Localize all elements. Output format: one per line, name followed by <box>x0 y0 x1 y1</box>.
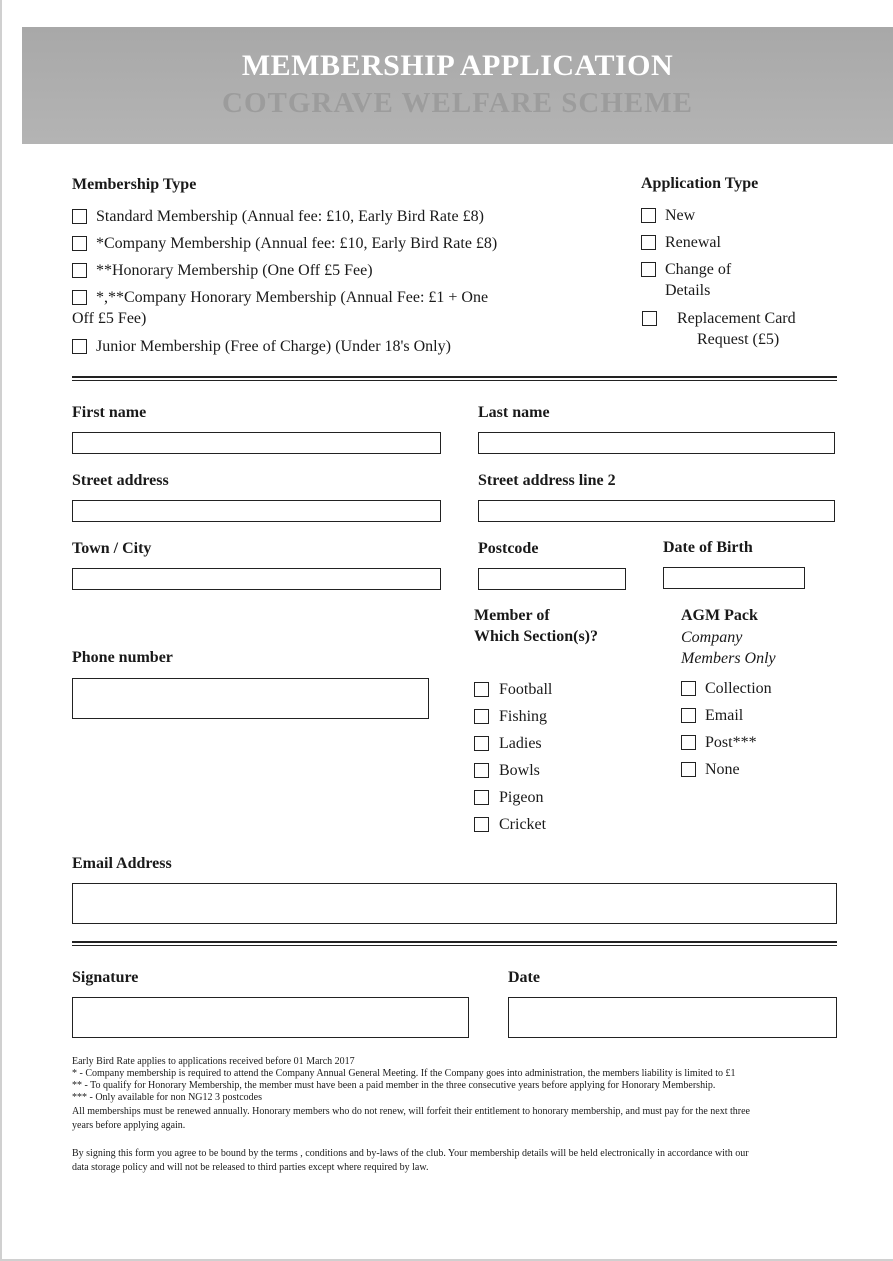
agm-none-label: None <box>705 761 740 778</box>
postcode-label: Postcode <box>478 540 539 557</box>
section-cricket-checkbox[interactable] <box>474 817 489 832</box>
footnote-terms: By signing this form you agree to be bound by the terms , conditions and by-laws of the club. Your membership details will be held electronically in accordance with our <box>72 1148 749 1159</box>
first-name-field[interactable] <box>72 432 441 454</box>
application-renewal-checkbox[interactable] <box>641 235 656 250</box>
application-new-checkbox[interactable] <box>641 208 656 223</box>
footnote-post: *** - Only available for non NG12 3 postcodes <box>72 1092 262 1103</box>
phone-field[interactable] <box>72 678 429 719</box>
section-fishing-label: Fishing <box>499 708 548 725</box>
agm-collection-label: Collection <box>705 680 772 697</box>
membership-company-honorary-label: *,**Company Honorary Membership (Annual Fee: £1 + One <box>96 289 489 306</box>
agm-post-label: Post*** <box>705 734 757 751</box>
application-change-checkbox[interactable] <box>641 262 656 277</box>
application-renewal-label: Renewal <box>665 234 721 251</box>
application-change-label-cont: Details <box>665 282 711 299</box>
application-replacement-label: Replacement Card <box>677 310 796 327</box>
form-title: MEMBERSHIP APPLICATION <box>241 49 674 82</box>
application-change-label: Change of <box>665 261 732 278</box>
date-of-birth-field[interactable] <box>663 567 805 589</box>
town-city-field[interactable] <box>72 568 441 590</box>
membership-standard-checkbox[interactable] <box>72 209 87 224</box>
sections-heading-cont: Which Section(s)? <box>474 628 598 645</box>
membership-company-checkbox[interactable] <box>72 236 87 251</box>
agm-collection-checkbox[interactable] <box>681 681 696 696</box>
street-address-2-label: Street address line 2 <box>478 472 616 489</box>
email-label: Email Address <box>72 855 172 872</box>
agm-sub-1: Company <box>681 629 743 646</box>
membership-company-honorary-checkbox[interactable] <box>72 290 87 305</box>
signature-label: Signature <box>72 969 139 986</box>
section-football-checkbox[interactable] <box>474 682 489 697</box>
last-name-label: Last name <box>478 404 550 421</box>
postcode-field[interactable] <box>478 568 626 590</box>
last-name-field[interactable] <box>478 432 835 454</box>
application-replacement-checkbox[interactable] <box>642 311 657 326</box>
town-city-label: Town / City <box>72 540 152 557</box>
footnote-renewal: All memberships must be renewed annually. Honorary members who do not renew, will forfeit their entitlement to honorary membership, and must pay for the next three <box>72 1106 750 1117</box>
membership-standard-label: Standard Membership (Annual fee: £10, Early Bird Rate £8) <box>96 208 484 225</box>
application-type-heading: Application Type <box>641 175 759 192</box>
section-bowls-checkbox[interactable] <box>474 763 489 778</box>
date-label: Date <box>508 969 540 986</box>
section-bowls-label: Bowls <box>499 762 540 779</box>
section-fishing-checkbox[interactable] <box>474 709 489 724</box>
section-ladies-label: Ladies <box>499 735 542 752</box>
section-pigeon-checkbox[interactable] <box>474 790 489 805</box>
phone-label: Phone number <box>72 649 173 666</box>
membership-type-heading: Membership Type <box>72 176 197 193</box>
membership-honorary-label: **Honorary Membership (One Off £5 Fee) <box>96 262 373 279</box>
agm-email-checkbox[interactable] <box>681 708 696 723</box>
street-address-2-field[interactable] <box>478 500 835 522</box>
first-name-label: First name <box>72 404 147 421</box>
email-field[interactable] <box>72 883 837 924</box>
footnote-honorary: ** - To qualify for Honorary Membership, the member must have been a paid member in the three consecutive years before applying for Honorary Membership. <box>72 1080 716 1091</box>
membership-junior-checkbox[interactable] <box>72 339 87 354</box>
date-of-birth-label: Date of Birth <box>663 539 753 556</box>
membership-company-label: *Company Membership (Annual fee: £10, Early Bird Rate £8) <box>96 235 498 252</box>
sections-heading: Member of <box>474 607 550 624</box>
application-new-label: New <box>665 207 696 224</box>
header-banner <box>22 27 893 144</box>
date-field[interactable] <box>508 997 837 1038</box>
agm-sub-2: Members Only <box>681 650 776 667</box>
footnote-early-bird: Early Bird Rate applies to applications received before 01 March 2017 <box>72 1056 355 1067</box>
agm-heading: AGM Pack <box>681 607 758 624</box>
section-divider-2 <box>72 941 837 946</box>
street-address-label: Street address <box>72 472 169 489</box>
membership-company-honorary-label-cont: Off £5 Fee) <box>72 310 147 327</box>
section-cricket-label: Cricket <box>499 816 547 833</box>
form-subtitle: COTGRAVE WELFARE SCHEME <box>222 87 693 119</box>
footnote-terms-cont: data storage policy and will not be released to third parties except where required by law. <box>72 1162 429 1173</box>
application-replacement-label-cont: Request (£5) <box>697 331 780 348</box>
section-divider <box>72 376 837 381</box>
street-address-field[interactable] <box>72 500 441 522</box>
footnote-renewal-cont: years before applying again. <box>72 1120 186 1131</box>
section-ladies-checkbox[interactable] <box>474 736 489 751</box>
membership-honorary-checkbox[interactable] <box>72 263 87 278</box>
agm-post-checkbox[interactable] <box>681 735 696 750</box>
agm-none-checkbox[interactable] <box>681 762 696 777</box>
membership-junior-label: Junior Membership (Free of Charge) (Under 18's Only) <box>96 338 451 355</box>
signature-field[interactable] <box>72 997 469 1038</box>
section-pigeon-label: Pigeon <box>499 789 544 806</box>
agm-email-label: Email <box>705 707 744 724</box>
section-football-label: Football <box>499 681 553 698</box>
footnote-company: * - Company membership is required to attend the Company Annual General Meeting. If the Company goes into administration, the members liability is limited to £1 <box>72 1068 736 1079</box>
